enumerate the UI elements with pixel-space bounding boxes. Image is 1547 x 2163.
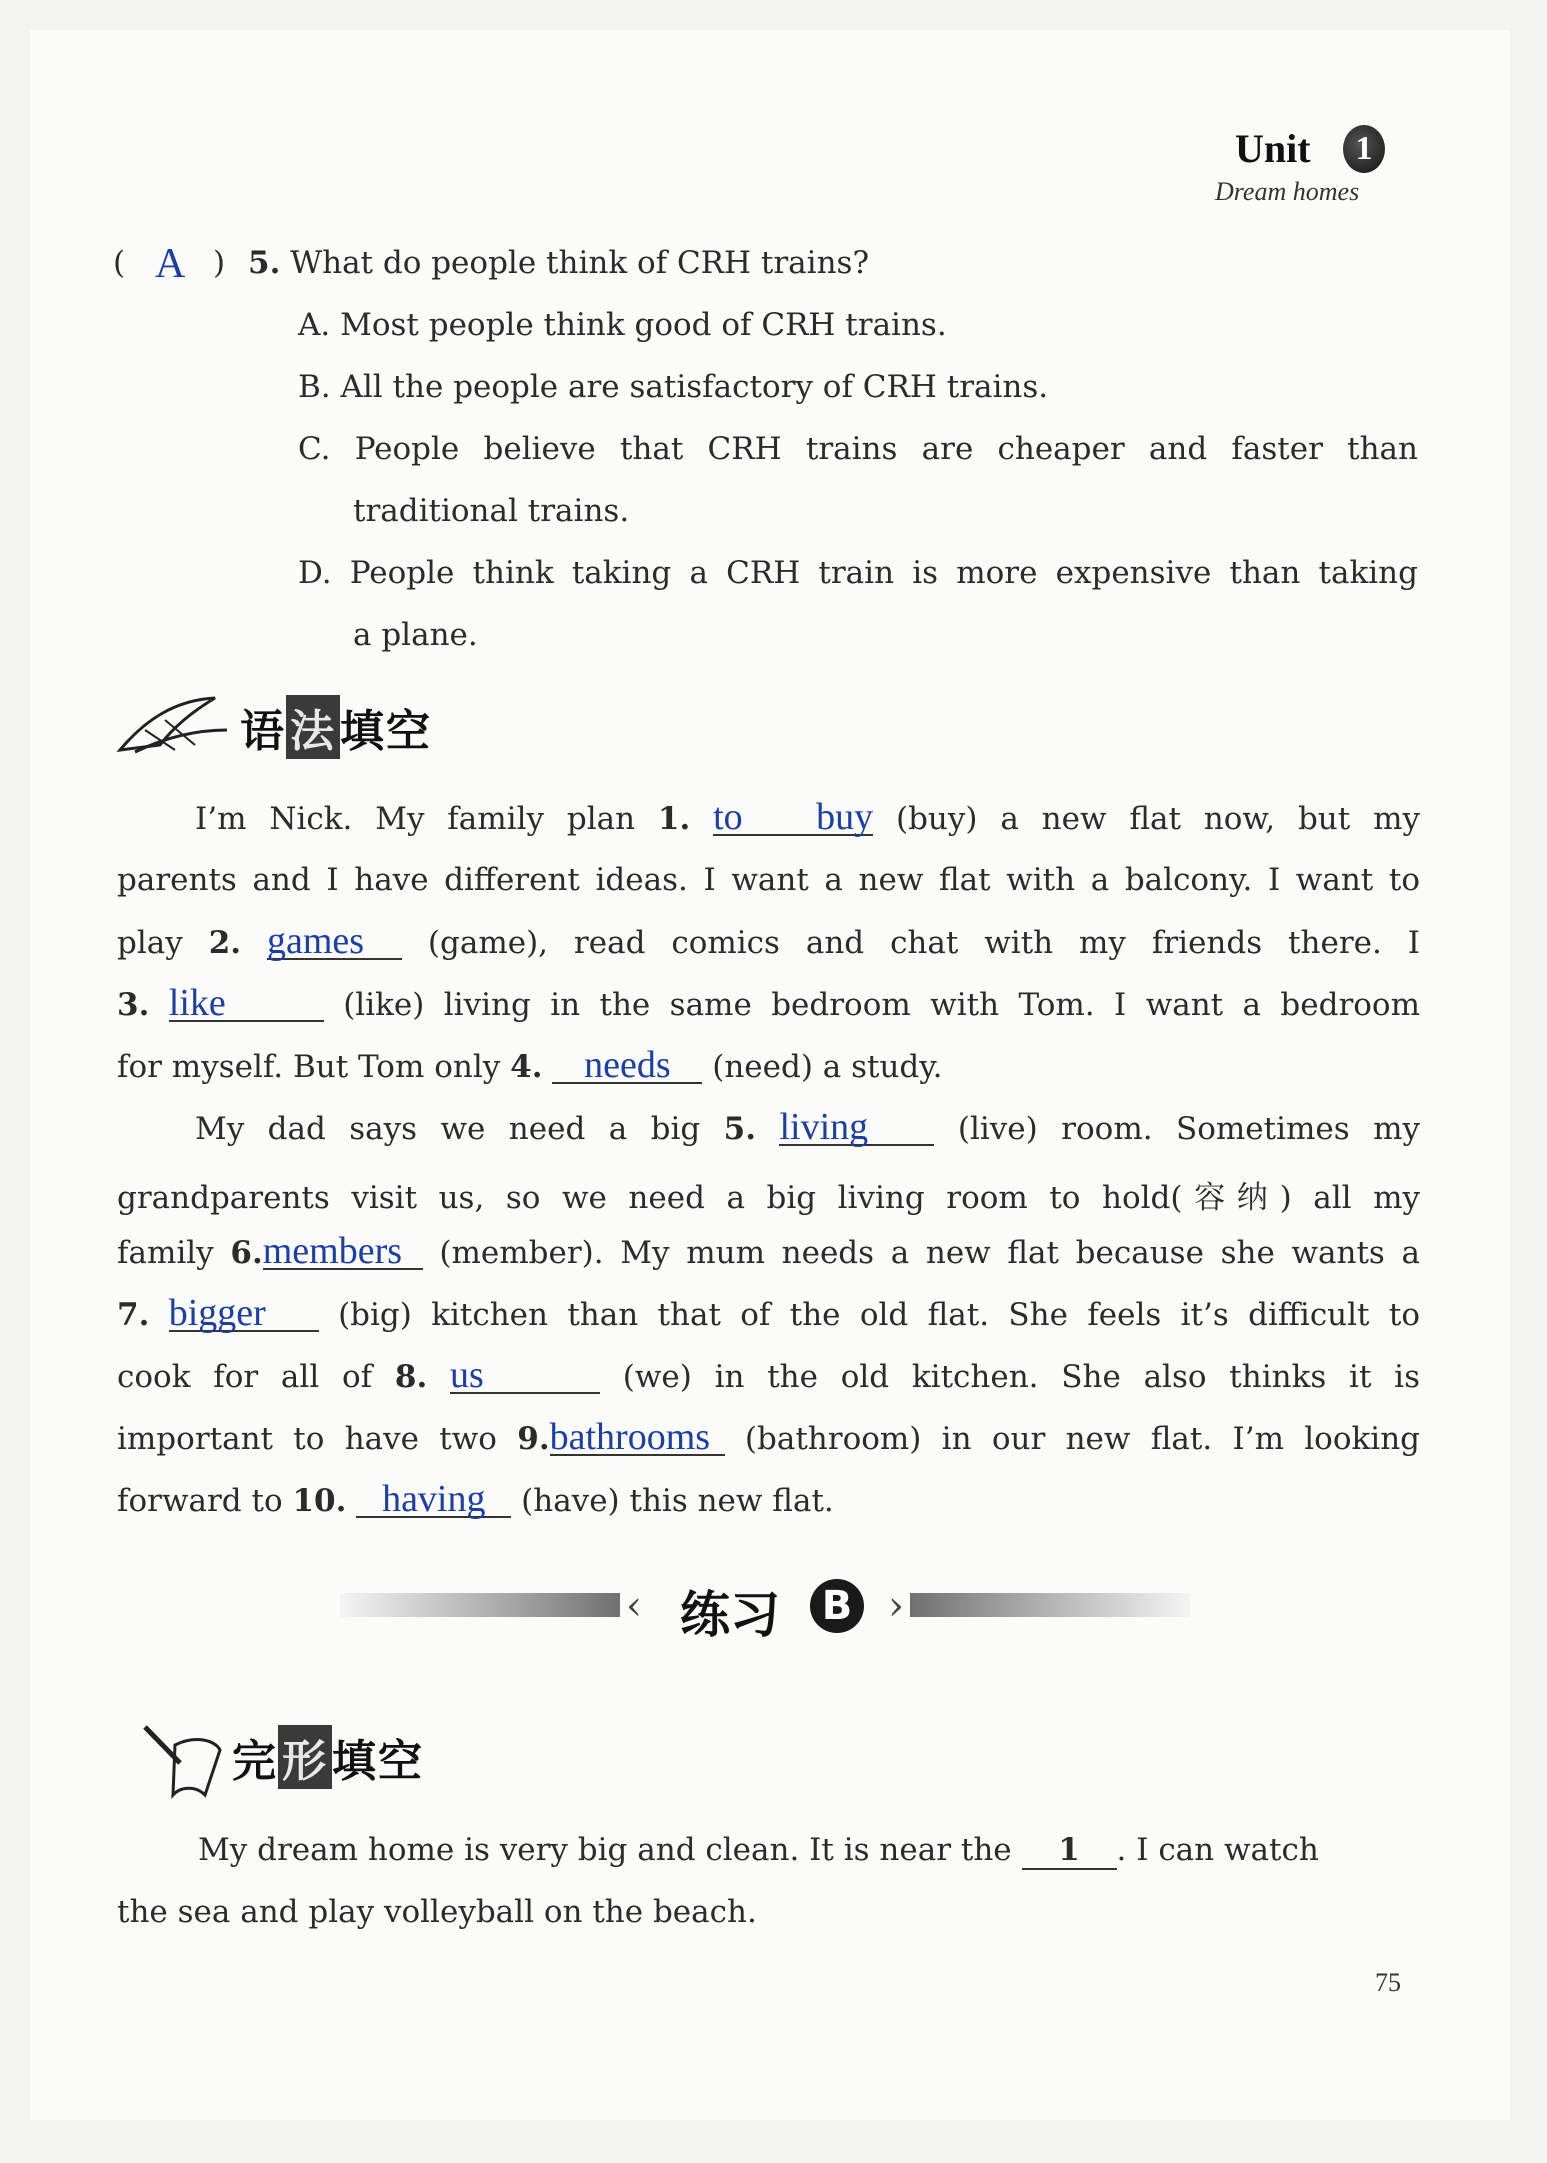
text: for myself. But Tom only bbox=[117, 1049, 501, 1085]
answer-blank: like bbox=[169, 986, 324, 1022]
passage-line-4 bbox=[117, 982, 1420, 1024]
question-text: What do people think of CRH trains? bbox=[290, 245, 870, 281]
text: My dream home is very big and clean. It is near the bbox=[198, 1832, 1012, 1868]
option-text: All the people are satisfactory of CRH trains. bbox=[340, 369, 1049, 405]
scroll-pen-icon bbox=[135, 1715, 230, 1805]
option-text: Most people think good of CRH trains. bbox=[340, 307, 947, 343]
text: (game), read comics and chat with my friends there. I bbox=[427, 925, 1420, 961]
grammar-section-title bbox=[240, 695, 432, 759]
practice-title: 练习 bbox=[680, 1586, 780, 1644]
passage-line-11 bbox=[117, 1416, 1421, 1458]
passage-line-9 bbox=[117, 1292, 1420, 1334]
answer-blank: needs bbox=[552, 1048, 702, 1084]
practice-badge: B bbox=[810, 1579, 864, 1633]
unit-header bbox=[1215, 125, 1485, 215]
text: (like) living in the same bedroom with Tom. I want a bedroom bbox=[343, 987, 1420, 1023]
unit-label: Unit bbox=[1235, 126, 1311, 171]
option-a bbox=[298, 307, 947, 343]
title-char: 语 bbox=[240, 706, 286, 757]
cloze-section-title bbox=[232, 1725, 424, 1789]
text: (need) a study. bbox=[712, 1049, 943, 1085]
passage-line-8 bbox=[117, 1230, 1420, 1272]
option-c bbox=[298, 431, 1418, 467]
blank-number: 1. bbox=[657, 801, 691, 837]
text: (buy) a new flat now, but my bbox=[895, 801, 1420, 837]
text: My dad says we need a big bbox=[195, 1111, 701, 1147]
chevron-right-icon: › bbox=[888, 1583, 904, 1629]
cloze-blank-1: 1 bbox=[1022, 1832, 1117, 1870]
unit-number-badge: 1 bbox=[1343, 125, 1385, 173]
option-text: People think taking a CRH train is more expensive than taking bbox=[349, 555, 1418, 591]
answer-paren-close: ) bbox=[213, 245, 226, 281]
passage-line-10 bbox=[117, 1354, 1420, 1396]
divider-bar-left bbox=[340, 1593, 620, 1617]
option-d bbox=[298, 555, 1418, 591]
blank-number: 10. bbox=[292, 1483, 347, 1519]
question-5-stem bbox=[248, 245, 869, 281]
text: . I can watch bbox=[1116, 1832, 1319, 1868]
text: (bathroom) in our new flat. I’m looking bbox=[744, 1421, 1421, 1457]
blank-number: 9. bbox=[517, 1421, 550, 1457]
text: (big) kitchen than that of the old flat. She feels it’s difficult to bbox=[338, 1297, 1420, 1333]
answer-paren-open: ( bbox=[113, 245, 126, 281]
answer-blank: having bbox=[356, 1482, 511, 1518]
passage-line-2: parents and I have different ideas. I want a new flat with a balcony. I want to bbox=[117, 862, 1420, 898]
text: I’m Nick. My family plan bbox=[195, 801, 636, 837]
text: forward to bbox=[117, 1483, 283, 1519]
title-chars: 填空 bbox=[332, 1736, 424, 1787]
text: (member). My mum needs a new flat because she wants a bbox=[439, 1235, 1420, 1271]
option-letter: C. bbox=[298, 431, 331, 467]
practice-b-divider bbox=[340, 1575, 1190, 1644]
answer-blank: bigger bbox=[169, 1296, 319, 1332]
answer-blank: members bbox=[263, 1234, 423, 1270]
answer-letter: A bbox=[155, 241, 186, 287]
option-c-cont: traditional trains. bbox=[353, 493, 630, 529]
title-boxed-char: 法 bbox=[286, 695, 340, 759]
answer-blank: bathrooms bbox=[550, 1420, 725, 1456]
blank-number: 8. bbox=[394, 1359, 428, 1395]
blank-number: 6. bbox=[230, 1235, 263, 1271]
blank-number: 7. bbox=[117, 1297, 150, 1333]
text: cook for all of bbox=[117, 1359, 373, 1395]
text: important to have two bbox=[117, 1421, 497, 1457]
blank-number: 4. bbox=[510, 1049, 543, 1085]
text: (we) in the old kitchen. She also thinks it is bbox=[622, 1359, 1420, 1395]
option-letter: D. bbox=[298, 555, 332, 591]
title-char: 完 bbox=[232, 1736, 278, 1787]
answer-blank: living bbox=[779, 1110, 934, 1146]
cloze-line-1 bbox=[198, 1832, 1319, 1870]
unit-subtitle: Dream homes bbox=[1215, 177, 1360, 206]
title-boxed-char: 形 bbox=[278, 1725, 332, 1789]
passage-line-12 bbox=[117, 1478, 834, 1520]
blank-number: 3. bbox=[117, 987, 150, 1023]
option-letter: A. bbox=[298, 307, 331, 343]
answer-blank: to buy bbox=[713, 796, 874, 838]
text: (have) this new flat. bbox=[521, 1483, 834, 1519]
text: play bbox=[117, 925, 183, 961]
passage-line-6 bbox=[195, 1106, 1420, 1148]
cloze-line-2: the sea and play volleyball on the beach. bbox=[117, 1894, 757, 1930]
text: family bbox=[117, 1235, 214, 1271]
option-b bbox=[298, 369, 1048, 405]
question-number: 5. bbox=[248, 245, 281, 281]
blank-number: 5. bbox=[723, 1111, 757, 1147]
quill-icon bbox=[115, 690, 235, 760]
answer-blank: games bbox=[267, 924, 402, 960]
passage-line-3 bbox=[117, 920, 1420, 962]
text: (live) room. Sometimes my bbox=[957, 1111, 1420, 1147]
divider-bar-right bbox=[910, 1593, 1190, 1617]
passage-line-7: grandparents visit us, so we need a big living room to hold(容纳) all my bbox=[117, 1180, 1420, 1216]
chevron-left-icon: ‹ bbox=[626, 1583, 642, 1629]
option-d-cont: a plane. bbox=[353, 617, 478, 653]
blank-number: 2. bbox=[208, 925, 242, 961]
answer-blank: us bbox=[450, 1358, 600, 1394]
option-letter: B. bbox=[298, 369, 331, 405]
passage-line-5 bbox=[117, 1044, 943, 1086]
option-text: People believe that CRH trains are cheaper and faster than bbox=[354, 431, 1419, 467]
page-number: 75 bbox=[1375, 1968, 1401, 1997]
title-chars: 填空 bbox=[340, 706, 432, 757]
passage-line-1 bbox=[195, 796, 1420, 838]
